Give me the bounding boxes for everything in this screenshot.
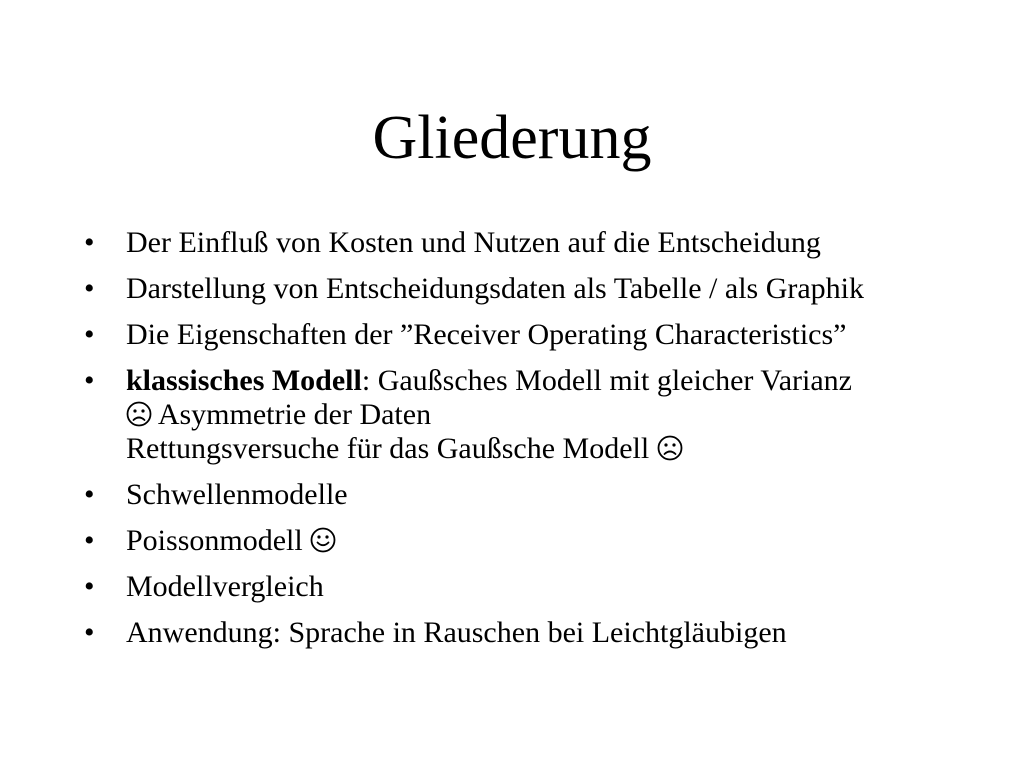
item-text: Darstellung von Entscheidungsdaten als Tabelle / als Graphik (126, 272, 865, 305)
frown-face-icon (126, 401, 152, 427)
bullet-mark: • (84, 478, 95, 511)
list-item (84, 616, 1004, 650)
item-text: Anwendung: Sprache in Rauschen bei Leichtgläubigen (126, 616, 787, 649)
list-item (84, 318, 1004, 352)
item-text: : Gaußsches Modell mit gleicher Varianz (361, 364, 852, 397)
frown-face-icon (657, 435, 683, 461)
item-text: Der Einfluß von Kosten und Nutzen auf die Entscheidung (126, 226, 821, 259)
slide-title: Gliederung (372, 104, 652, 172)
bullet-mark: • (84, 524, 95, 557)
bullet-list (84, 226, 1004, 662)
list-item (84, 364, 1004, 466)
bullet-mark: • (84, 318, 95, 351)
list-item (84, 478, 1004, 512)
item-text: Rettungsversuche für das Gaußsche Modell (126, 432, 657, 465)
item-text: Asymmetrie der Daten (152, 398, 432, 431)
bullet-mark: • (84, 616, 95, 649)
item-text: Die Eigenschaften der ”Receiver Operating Characteristics” (126, 318, 847, 351)
item-bold-term: klassisches Modell (126, 364, 362, 397)
item-text: Poissonmodell (126, 524, 311, 557)
item-line (126, 398, 1004, 432)
bullet-mark: • (84, 364, 95, 397)
item-text: Modellvergleich (126, 570, 324, 603)
list-item (84, 272, 1004, 306)
bullet-mark: • (84, 272, 95, 305)
list-item (84, 570, 1004, 604)
item-text: Schwellenmodelle (126, 478, 348, 511)
smile-face-icon (310, 527, 336, 553)
item-line (126, 364, 1004, 398)
list-item (84, 226, 1004, 260)
list-item (84, 524, 1004, 558)
bullet-mark: • (84, 226, 95, 259)
bullet-mark: • (84, 570, 95, 603)
item-line (126, 432, 1004, 466)
